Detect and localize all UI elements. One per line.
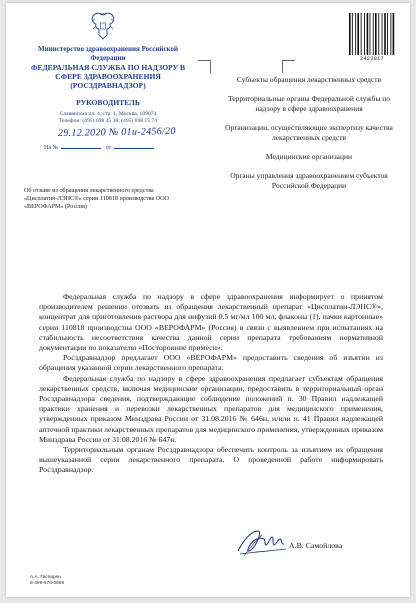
head-title: РУКОВОДИТЕЛЬ <box>76 98 140 107</box>
executor-block <box>30 575 64 587</box>
service-name: ФЕДЕРАЛЬНАЯ СЛУЖБА ПО НАДЗОРУ В СФЕРЕ ЗДРАВООХРАНЕНИЯ (РОСЗДРАВНАДЗОР) <box>30 63 186 90</box>
address: Славянская пл. 4, стр. 1, Москва, 109074 <box>59 111 157 117</box>
recipients-block <box>220 75 398 200</box>
letter-subject: Об отзыве из обращения лекарственного средства «Цисплатин-ЛЭНС®» серии 110818 производства ООО «ВЕРОФАРМ» (Россия) <box>24 188 169 210</box>
barcode-icon <box>348 13 396 61</box>
contact-block <box>20 111 196 125</box>
body-paragraph: Федеральная служба по надзору в сфере здравоохранения информирует о принятом производителем решении отозвать из обращения лекарственный препарат «Цисплатин-ЛЭНС®», концентрат для приготовления раствора для инфузий 0.5 мг/мл 100 мл, флаконы (1), пачки картонные» серии 110818 производства ООО «ВЕРОФАРМ» (Россия) в связи с выявлением при испытаниях на стабильность несоответствия качества данной серии препарата требованиям нормативной документации по показателю «Посторонние примеси». <box>39 292 383 353</box>
body-paragraph: Федеральная служба по надзору в сфере здравоохранения предлагает субъектам обращения лекарственных средств, включая медицинские организации, предоставить в территориальный орган Росздравнадзора сведения, подтверждающие соблюдение положений п. 30 Правил надлежащей практики хранения и перевозки лекарственных препаратов для медицинского применения, утвержденных приказом Минздрава России от 31.08.2016 № 646н, и/или п. 41 Правил надлежащей аптечной практики лекарственных препаратов для медицинского применения, утвержденных приказом Минздрава России от 31.08.2016 № 647н. <box>39 373 383 444</box>
ot-label: от <box>105 145 112 151</box>
body-paragraph: Росздравнадзор предлагает ООО «ВЕРОФАРМ» предоставить сведения об изъятии из обращения указанной серии лекарственного препарата. <box>39 353 383 373</box>
handwritten-date-number: 29.12.2020 № 01и-2456/20 <box>57 125 176 140</box>
signer-name: А.В. Самойлова <box>289 541 343 550</box>
letter-page <box>6 3 410 597</box>
reference-line <box>44 145 157 151</box>
address-corner-right <box>282 60 295 73</box>
phone: Телефон: (495) 698 45 38; (495) 698 15 74 <box>58 118 158 124</box>
coat-of-arms-icon <box>89 11 117 41</box>
recipient: Медицинские организации <box>265 151 353 161</box>
ministry-name: Министерство здравоохранения Российской Федерации <box>37 45 179 62</box>
signature-icon <box>234 525 290 559</box>
recipient: Организации, осуществляющие экспертизу качества лекарственных средств <box>225 122 393 142</box>
ot-blank <box>114 148 154 149</box>
recipient: Территориальные органы Федеральной службы по надзору в сфере здравоохранения <box>227 94 391 113</box>
na-label: На № <box>44 145 59 151</box>
address-corner-left <box>198 60 211 73</box>
executor-name: А.А. Гаспарян <box>30 575 61 580</box>
recipient: Субъекты обращения лекарственных средств <box>236 75 382 84</box>
executor-phone: 8-499-578-0668 <box>30 581 65 586</box>
body-paragraph: Территориальным органам Росздравнадзора обеспечить контроль за изъятием из обращения вышеуказанной серии лекарственного препарата. О проведенной работе информировать Росздравнадзор. <box>39 445 383 475</box>
recipient: Органы управления здравоохранением субъектов Российской Федерации <box>230 170 388 190</box>
na-blank <box>61 148 101 149</box>
letter-body <box>39 292 383 476</box>
barcode-number: 2422017 <box>360 56 384 62</box>
